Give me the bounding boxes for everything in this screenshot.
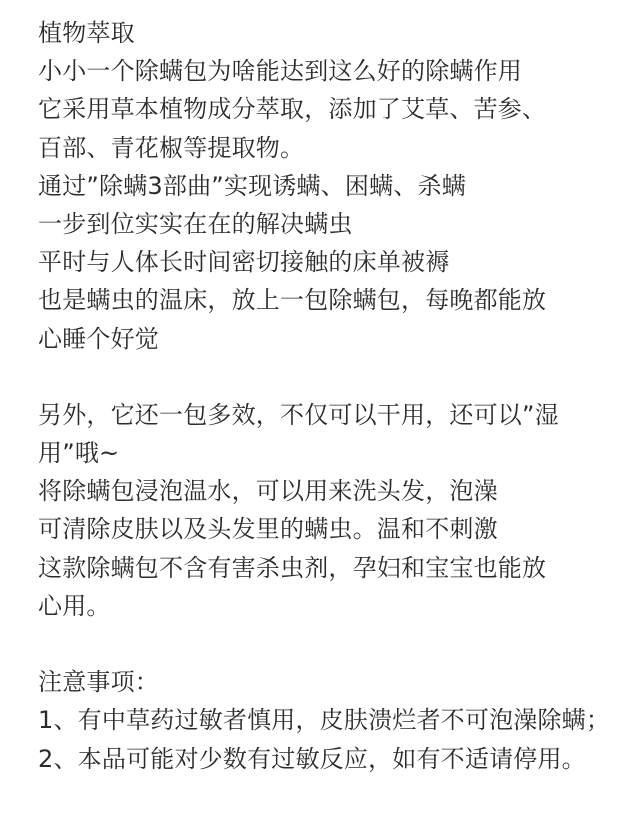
text-line: 心睡个好觉: [38, 324, 159, 353]
paragraph-spacer: [38, 625, 633, 663]
text-line: 将除螨包浸泡温水，可以用来洗头发，泡澡: [38, 477, 498, 506]
notes-section: [38, 663, 633, 778]
text-line: 小小一个除螨包为啥能达到这么好的除螨作用: [38, 57, 522, 86]
paragraph-plant-extract: [38, 14, 633, 358]
text-line: 这款除螨包不含有害杀虫剂，孕妇和宝宝也能放: [38, 553, 547, 582]
paragraph-multi-use: [38, 396, 633, 625]
text-line: 百部、青花椒等提取物。: [38, 133, 305, 162]
note-item: 2、本品可能对少数有过敏反应，如有不适请停用。: [38, 744, 586, 773]
text-line: 用”哦~: [38, 439, 120, 468]
paragraph-spacer: [38, 358, 633, 396]
text-line: 平时与人体长时间密切接触的床单被褥: [38, 248, 450, 277]
text-line: 可清除皮肤以及头发里的螨虫。温和不刺激: [38, 515, 498, 544]
note-item: 1、有中草药过敏者慎用，皮肤溃烂者不可泡澡除螨；: [38, 706, 611, 735]
text-line: 一步到位实实在在的解决螨虫: [38, 209, 353, 238]
text-line: 植物萃取: [38, 19, 135, 47]
text-line: 心用。: [38, 591, 111, 620]
text-line: 它采用草本植物成分萃取，添加了艾草、苦参、: [38, 95, 547, 124]
article-body: [38, 14, 633, 778]
text-line: 通过”除螨3部曲”实现诱螨、困螨、杀螨: [38, 171, 466, 200]
text-line: 另外，它还一包多效，不仅可以干用，还可以”湿: [38, 400, 559, 429]
notes-title: 注意事项：: [38, 668, 159, 697]
text-line: 也是螨虫的温床，放上一包除螨包，每晚都能放: [38, 286, 547, 315]
